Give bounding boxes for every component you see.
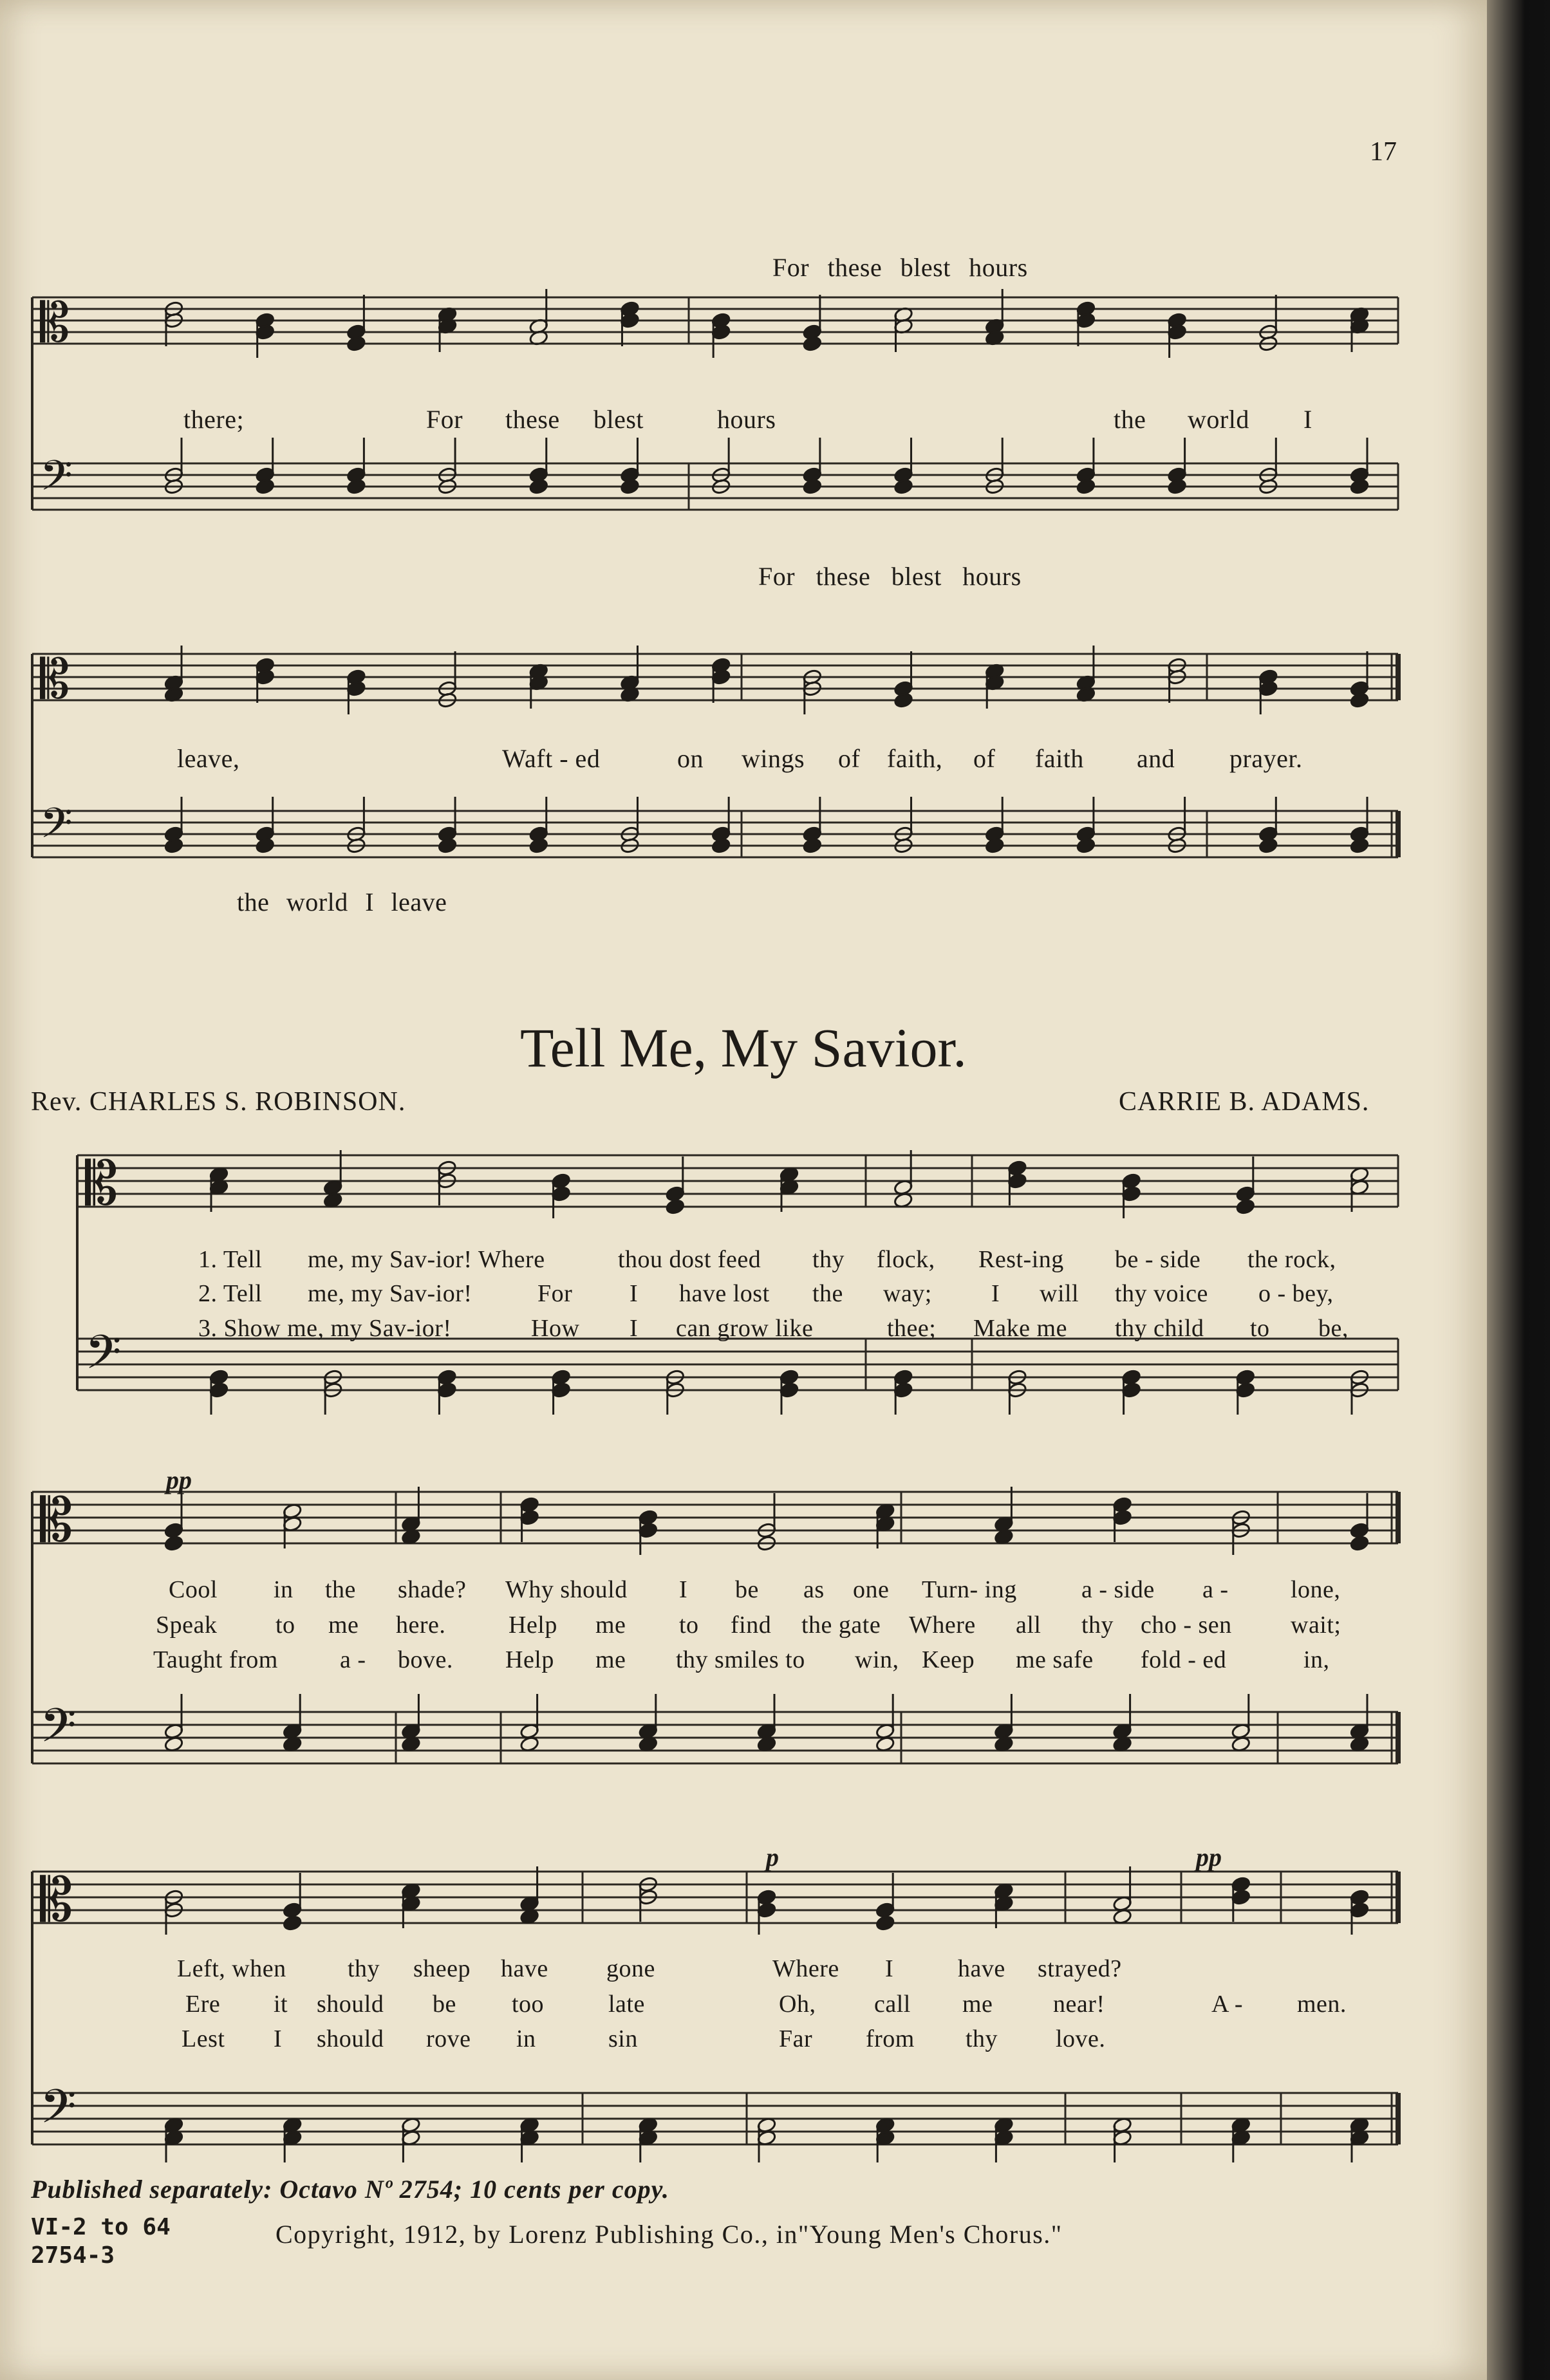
lyric-below-1: For these blest hours	[758, 562, 1022, 591]
lyric-word: A -	[1211, 1991, 1243, 2018]
lyric-word: For	[537, 1280, 573, 1307]
lyric-word: there;	[183, 405, 245, 434]
bass-clef-icon: 𝄢	[40, 799, 73, 858]
lyric-word: have lost	[679, 1280, 770, 1307]
lyric-word: Taught from	[153, 1646, 278, 1673]
note-head	[438, 837, 458, 854]
lyric-word: thee;	[887, 1315, 937, 1342]
lyric-word: fold - ed	[1141, 1646, 1227, 1673]
lyric-word: faith	[1035, 744, 1084, 773]
lyric-word: blest	[593, 405, 644, 434]
lyric-word: way;	[883, 1280, 932, 1307]
composer-credit: CARRIE B. ADAMS.	[1119, 1087, 1370, 1117]
note-head	[711, 837, 731, 854]
publication-note: Published separately: Octavo Nº 2754; 10 cents per copy.	[31, 2175, 669, 2204]
note-head	[620, 478, 640, 495]
bass-clef-icon: 𝄢	[40, 451, 73, 510]
lyric-word: Waft - ed	[502, 744, 601, 773]
tenor-clef-icon: 𝄡	[85, 1149, 118, 1218]
lyric-word: the gate	[801, 1612, 881, 1639]
lyric-word: can grow like	[676, 1315, 814, 1342]
lyric-word: Help	[505, 1646, 554, 1673]
lyric-word: should	[317, 1991, 384, 2018]
lyric-word: I	[630, 1280, 639, 1307]
dynamic-mark: p	[766, 1843, 779, 1872]
lyric-word: the	[812, 1280, 843, 1307]
lyric-word: strayed?	[1038, 1955, 1122, 1982]
note-head	[346, 478, 366, 495]
lyric-word: thy	[348, 1955, 380, 1982]
lyric-word: me safe	[1016, 1646, 1094, 1673]
lyric-word: Lest	[182, 2025, 225, 2052]
lyric-word: a -	[340, 1646, 366, 1673]
lyric-word: to	[679, 1612, 699, 1639]
tenor-clef-icon: 𝄡	[40, 648, 70, 711]
lyric-above-1: For these blest hours	[772, 253, 1028, 282]
lyric-word: thy	[812, 1246, 845, 1273]
lyric-word: prayer.	[1229, 744, 1303, 773]
lyric-word: have	[501, 1955, 548, 1982]
book-spine	[1487, 0, 1550, 2380]
lyric-word: will	[1040, 1280, 1079, 1307]
lyric-word: these	[505, 405, 560, 434]
note-head	[1167, 478, 1187, 495]
note-head	[1076, 478, 1096, 495]
lyric-word: I	[274, 2025, 283, 2052]
lyric-word: Help	[509, 1612, 557, 1639]
lyric-word: lone,	[1291, 1576, 1341, 1603]
lyric-word: world	[1188, 405, 1249, 434]
lyricist-credit: Rev. CHARLES S. ROBINSON.	[31, 1087, 406, 1117]
note-head	[164, 1535, 184, 1552]
note-head	[893, 692, 913, 709]
song-title: Tell Me, My Savior.	[520, 1017, 967, 1079]
lyric-word: late	[608, 1991, 645, 2018]
lyric-word: in	[274, 1576, 294, 1603]
bass-clef-icon: 𝄢	[40, 2079, 77, 2145]
lyric-word: flock,	[877, 1246, 935, 1273]
bass-clef-icon: 𝄢	[85, 1325, 122, 1391]
lyric-word: sin	[608, 2025, 638, 2052]
catalog-code: VI-2 to 64	[31, 2214, 171, 2240]
lyric-below-2: the world I leave	[237, 888, 447, 916]
lyric-word: love.	[1056, 2025, 1106, 2052]
note-head	[893, 478, 913, 495]
lyric-word: find	[731, 1612, 772, 1639]
lyric-word: sheep	[413, 1955, 471, 1982]
lyric-word: Keep	[922, 1646, 975, 1673]
lyric-word: and	[1137, 744, 1175, 773]
lyric-word: thy	[1081, 1612, 1114, 1639]
lyric-word: leave,	[177, 744, 240, 773]
lyric-word: 2. Tell	[198, 1280, 263, 1307]
note-head	[283, 1915, 303, 1931]
lyric-word: the	[325, 1576, 356, 1603]
lyric-word: here.	[396, 1612, 446, 1639]
lyric-word: to	[1250, 1315, 1270, 1342]
lyric-word: gone	[606, 1955, 655, 1982]
note-head	[346, 335, 366, 352]
lyric-word: wings	[742, 744, 805, 773]
lyric-word: wait;	[1291, 1612, 1341, 1639]
dynamic-mark: pp	[166, 1465, 192, 1494]
lyric-word: it	[274, 1991, 288, 2018]
lyric-word: Speak	[156, 1612, 218, 1639]
lyric-word: 3. Show me, my Sav-ior!	[198, 1315, 452, 1342]
note-head	[666, 1198, 686, 1215]
lyric-word: I	[1303, 405, 1312, 434]
lyric-word: on	[677, 744, 704, 773]
lyric-word: all	[1016, 1612, 1041, 1639]
lyric-word: be	[735, 1576, 759, 1603]
note-head	[985, 837, 1005, 854]
lyric-word: me	[595, 1612, 626, 1639]
note-head	[1350, 837, 1370, 854]
tenor-clef-icon: 𝄡	[40, 1866, 73, 1935]
lyric-word: men.	[1297, 1991, 1347, 2018]
copyright-notice: Copyright, 1912, by Lorenz Publishing Co., in"Young Men's Chorus."	[275, 2220, 1063, 2249]
lyric-word: a -	[1202, 1576, 1229, 1603]
lyric-word: the rock,	[1247, 1246, 1336, 1273]
lyric-word: too	[512, 1991, 545, 2018]
dynamic-mark: pp	[1196, 1843, 1222, 1872]
lyric-word: as	[803, 1576, 825, 1603]
lyric-word: to	[275, 1612, 295, 1639]
tenor-clef-icon: 𝄡	[40, 1486, 73, 1555]
note-head	[1350, 478, 1370, 495]
lyric-word: 1. Tell	[198, 1246, 263, 1273]
note-head	[255, 837, 275, 854]
lyric-word: hours	[717, 405, 776, 434]
lyric-word: have	[958, 1955, 1005, 1982]
lyric-word: o - bey,	[1258, 1280, 1334, 1307]
lyric-word: Left, when	[177, 1955, 286, 1982]
note-head	[528, 478, 548, 495]
lyric-word: thy voice	[1115, 1280, 1208, 1307]
lyric-word: I	[885, 1955, 894, 1982]
lyric-word: How	[531, 1315, 580, 1342]
lyric-word: faith,	[887, 744, 943, 773]
lyric-word: should	[317, 2025, 384, 2052]
lyric-word: of	[838, 744, 861, 773]
lyric-word: be	[433, 1991, 456, 2018]
lyric-word: be,	[1318, 1315, 1349, 1342]
tenor-clef-icon: 𝄡	[40, 292, 70, 354]
lyric-word: a - side	[1081, 1576, 1155, 1603]
lyric-word: of	[973, 744, 996, 773]
bass-clef-icon: 𝄢	[40, 1698, 77, 1764]
note-head	[1350, 1535, 1370, 1552]
note-head	[255, 478, 275, 495]
lyric-word: Where	[909, 1612, 976, 1639]
note-head	[803, 478, 823, 495]
lyric-word: thou dost feed	[618, 1246, 761, 1273]
note-head	[1236, 1198, 1256, 1215]
note-head	[164, 837, 184, 854]
lyric-word: I	[991, 1280, 1000, 1307]
lyric-word: Far	[779, 2025, 813, 2052]
lyric-word: cho - sen	[1141, 1612, 1232, 1639]
lyric-word: in,	[1303, 1646, 1330, 1673]
catalog-code: 2754-3	[31, 2242, 115, 2269]
page-number: 17	[1370, 137, 1397, 167]
lyric-word: Cool	[169, 1576, 218, 1603]
lyric-word: Ere	[185, 1991, 221, 2018]
lyric-word: near!	[1053, 1991, 1105, 2018]
lyric-word: I	[630, 1315, 639, 1342]
lyric-word: Turn- ing	[922, 1576, 1017, 1603]
lyric-word: me	[328, 1612, 359, 1639]
lyric-word: me, my Sav-ior!	[308, 1280, 472, 1307]
lyric-word: be - side	[1115, 1246, 1201, 1273]
lyric-word: from	[866, 2025, 915, 2052]
lyric-word: For	[426, 405, 463, 434]
lyric-word: one	[853, 1576, 890, 1603]
lyric-word: me, my Sav-ior! Where	[308, 1246, 545, 1273]
lyric-word: thy	[966, 2025, 998, 2052]
lyric-word: thy smiles to	[676, 1646, 805, 1673]
lyric-word: in	[516, 2025, 536, 2052]
note-head	[1258, 837, 1278, 854]
lyric-word: the	[1114, 405, 1146, 434]
lyric-word: Make me	[973, 1315, 1067, 1342]
lyric-word: I	[679, 1576, 688, 1603]
note-head	[1350, 692, 1370, 709]
note-head	[875, 1915, 895, 1931]
lyric-word: Rest-ing	[978, 1246, 1064, 1273]
lyric-word: Why should	[505, 1576, 628, 1603]
note-head	[803, 335, 823, 352]
lyric-word: bove.	[398, 1646, 453, 1673]
lyric-word: win,	[855, 1646, 899, 1673]
note-head	[1076, 837, 1096, 854]
lyric-word: Where	[772, 1955, 839, 1982]
lyric-word: Oh,	[779, 1991, 816, 2018]
lyric-word: me	[962, 1991, 993, 2018]
note-head	[528, 837, 548, 854]
lyric-word: call	[874, 1991, 911, 2018]
note-head	[803, 837, 823, 854]
lyric-word: me	[595, 1646, 626, 1673]
lyric-word: rove	[426, 2025, 471, 2052]
lyric-word: thy child	[1115, 1315, 1204, 1342]
lyric-word: shade?	[398, 1576, 467, 1603]
